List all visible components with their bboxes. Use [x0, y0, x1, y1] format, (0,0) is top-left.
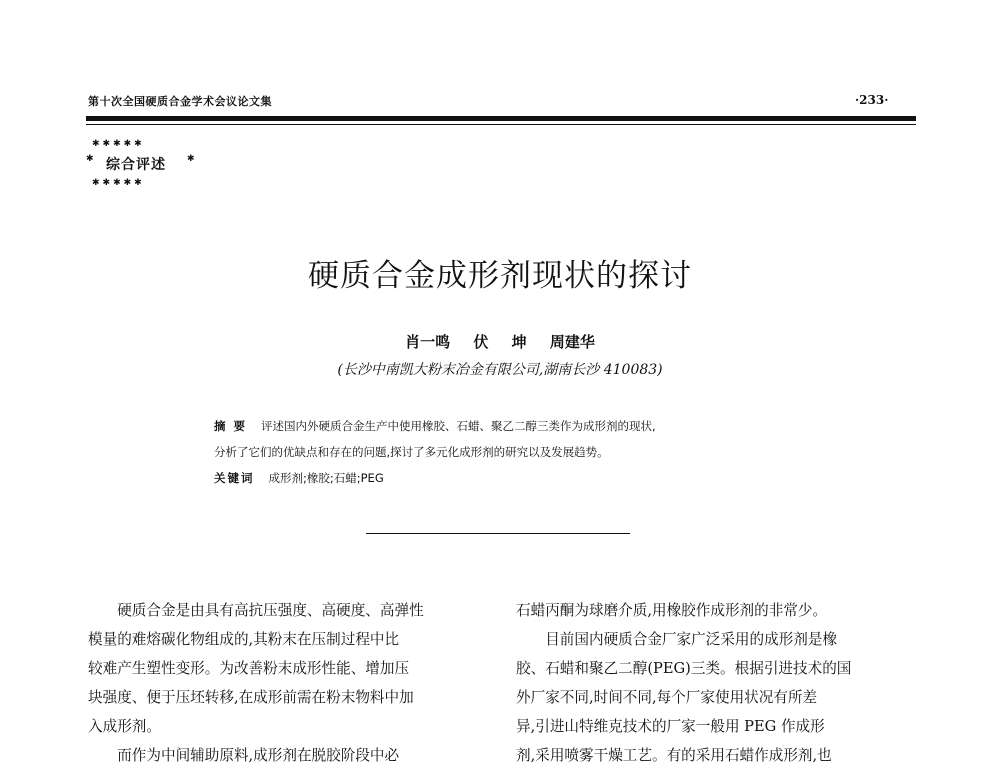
ornament-top: ✱✱✱✱✱	[92, 139, 145, 149]
body-line: 异,引进山特维克技术的厂家一般用 PEG 作成形	[516, 718, 825, 735]
abstract-text-1: 评述国内外硬质合金生产中使用橡胶、石蜡、聚乙二醇三类作为成形剂的现状,	[261, 419, 656, 433]
body-line: 硬质合金是由具有高抗压强度、高硬度、高弹性	[117, 602, 424, 619]
ornament-bottom: ✱✱✱✱✱	[92, 178, 145, 188]
body-column-right	[516, 596, 912, 770]
body-line: 而作为中间辅助原料,成形剂在脱胶阶段中必	[117, 747, 400, 764]
abstract-line-2: 分析了它们的优缺点和存在的问题,探讨了多元化成形剂的研究以及发展趋势。	[214, 445, 609, 459]
section-badge-label: 综合评述	[106, 157, 166, 173]
keywords-text: 成形剂;橡胶;石蜡;PEG	[268, 471, 384, 485]
ornament-left: ✱	[86, 154, 97, 164]
header-rule-thin	[86, 124, 916, 125]
article-affiliation: (长沙中南凯大粉末冶金有限公司,湖南长沙 410083)	[337, 362, 663, 378]
body-line: 目前国内硬质合金厂家广泛采用的成形剂是橡	[545, 631, 838, 648]
body-line: 石蜡丙酮为球磨介质,用橡胶作成形剂的非常少。	[516, 602, 828, 619]
body-line: 外厂家不同,时间不同,每个厂家使用状况有所差	[516, 689, 818, 706]
body-column-left	[88, 596, 500, 770]
ornament-right: ✱	[187, 154, 198, 164]
body-line: 较难产生塑性变形。为改善粉末成形性能、增加压	[88, 660, 410, 677]
body-line: 模量的难熔碳化物组成的,其粉末在压制过程中比	[88, 631, 400, 648]
article-authors: 肖一鸣 伏 坤 周建华	[405, 333, 595, 351]
proceedings-title: 第十次全国硬质合金学术会议论文集	[88, 95, 272, 108]
body-line: 胶、石蜡和聚乙二醇(PEG)三类。根据引进技术的国	[516, 660, 852, 677]
body-line: 入成形剂。	[88, 718, 161, 735]
page-number: ·233·	[855, 93, 889, 107]
body-line: 块强度、便于压坯转移,在成形前需在粉末物料中加	[88, 689, 414, 706]
header-rule-thick	[86, 116, 916, 121]
body-line: 剂,采用喷雾干燥工艺。有的采用石蜡作成形剂,也	[516, 747, 832, 764]
keywords-label: 关键词	[214, 471, 255, 485]
keywords-line	[214, 470, 384, 486]
abstract-label: 摘 要	[214, 419, 248, 433]
abstract-line-1	[214, 418, 656, 434]
article-title: 硬质合金成形剂现状的探讨	[308, 258, 692, 294]
abstract-separator	[366, 533, 630, 534]
